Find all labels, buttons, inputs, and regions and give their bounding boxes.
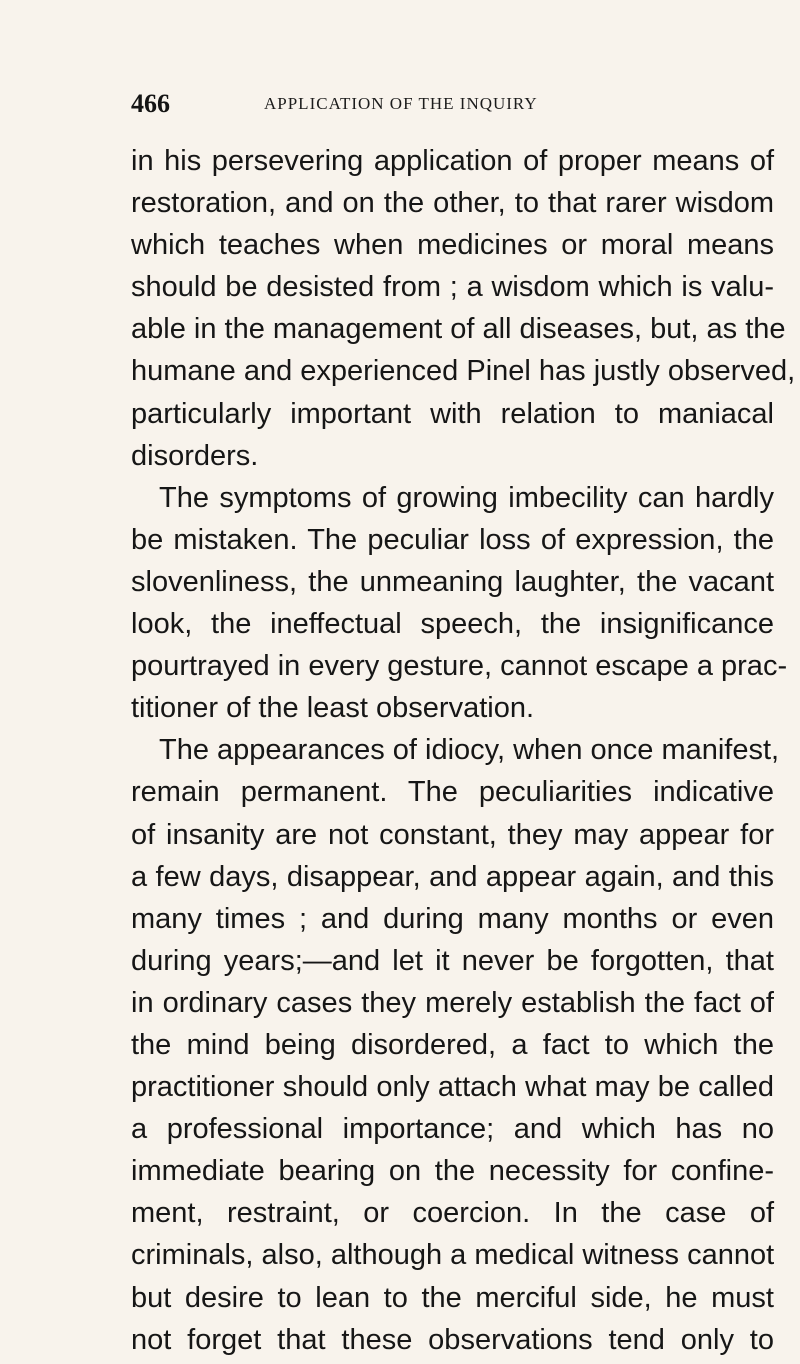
page-header [131,90,771,118]
text-line: the mind being disordered, a fact to which the [131,1028,774,1061]
text-line: be mistaken. The peculiar loss of expression, the [131,523,774,556]
text-line: of insanity are not constant, they may appear for [131,818,774,851]
text-line: in ordinary cases they merely establish the fact of [131,986,774,1019]
text-line: humane and experienced Pinel has justly observed, [131,355,796,388]
text-line: disorders. [131,439,259,472]
running-head: APPLICATION OF THE INQUIRY [264,94,538,113]
text-line: immediate bearing on the necessity for confine- [131,1155,774,1188]
text-line: ment, restraint, or coercion. In the case of [131,1197,774,1230]
text-line: particularly important with relation to maniacal [131,397,774,430]
text-line: The appearances of idiocy, when once manifest, [159,734,780,767]
text-line: titioner of the least observation. [131,692,535,725]
text-line: able in the management of all diseases, but, as the [131,313,786,346]
text-line: which teaches when medicines or moral means [131,229,774,262]
text-line: many times ; and during many months or even [131,902,774,935]
text-line: practitioner should only attach what may be called [131,1071,774,1104]
text-line: look, the ineffectual speech, the insignificance [131,608,774,641]
text-line: remain permanent. The peculiarities indicative [131,776,774,809]
text-line: not forget that these observations tend only to [131,1323,774,1356]
text-line: restoration, and on the other, to that rarer wisdom [131,187,774,220]
text-line: should be desisted from ; a wisdom which is valu- [131,271,774,304]
text-line: The symptoms of growing imbecility can hardly [159,481,774,514]
text-line: but desire to lean to the merciful side, he must [131,1281,774,1314]
text-line: slovenliness, the unmeaning laughter, the vacant [131,565,774,598]
text-line: a professional importance; and which has no [131,1113,774,1146]
text-line: a few days, disappear, and appear again, and this [131,860,774,893]
text-line: in his persevering application of proper means of [131,145,774,177]
text-line: criminals, also, although a medical witness cannot [131,1239,775,1272]
body-text [131,140,796,1361]
page-number: 466 [131,89,170,118]
text-line: during years;—and let it never be forgotten, that [131,944,774,977]
text-line: pourtrayed in every gesture, cannot escape a prac- [131,650,788,683]
